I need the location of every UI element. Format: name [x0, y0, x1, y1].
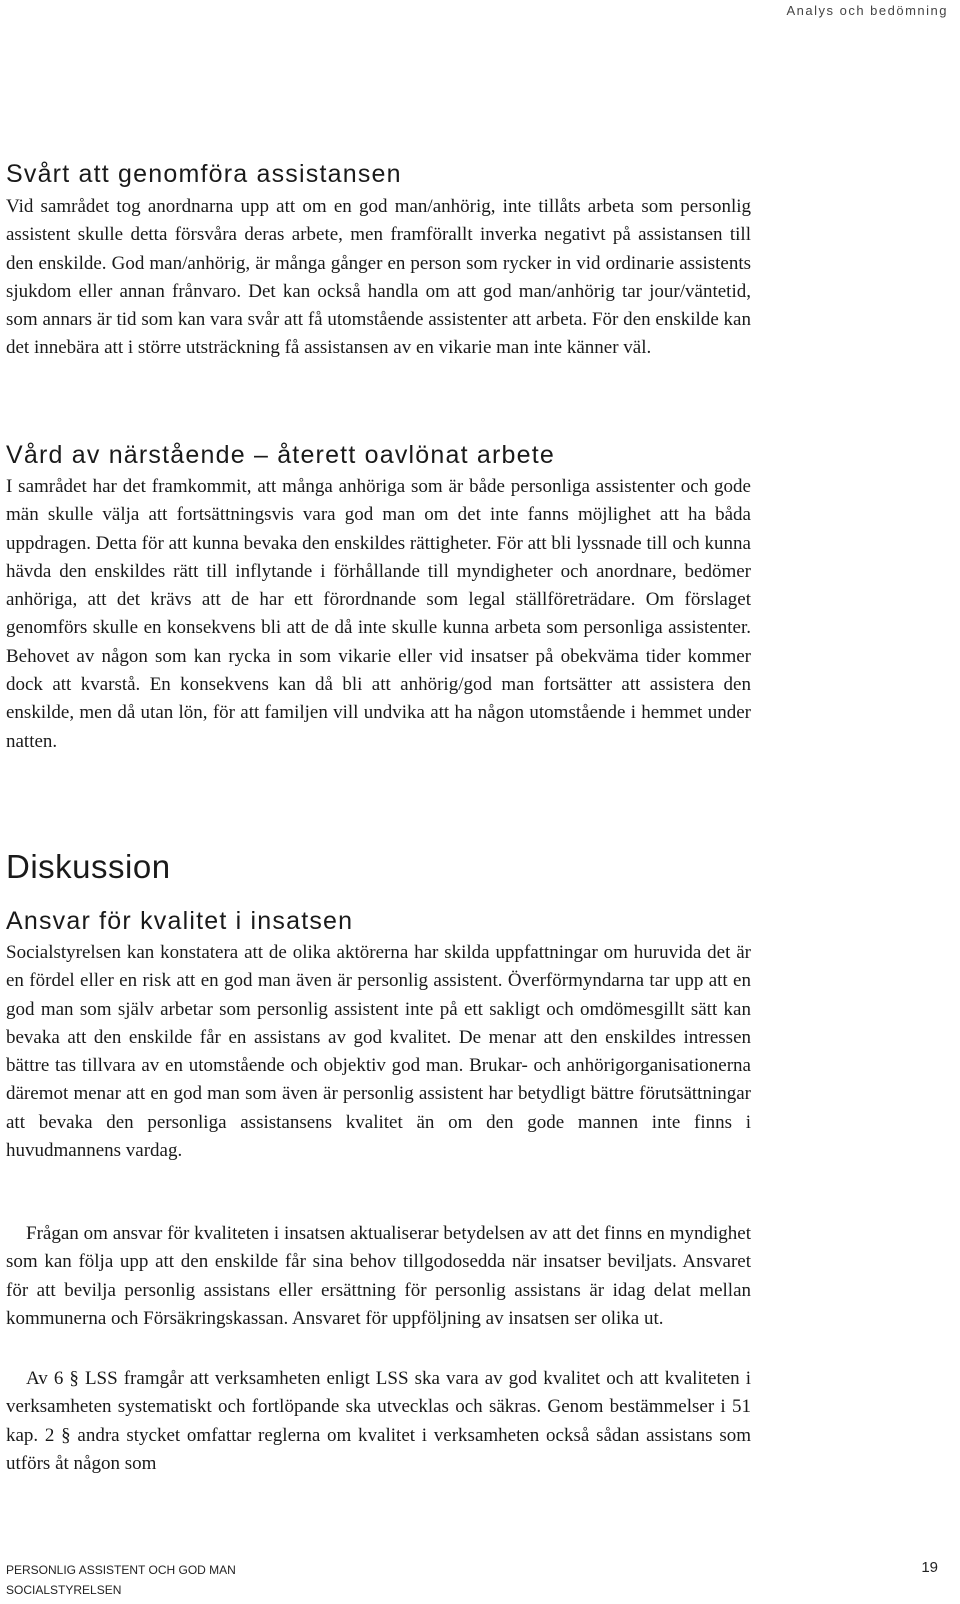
section-heading-assistance: Svårt att genomföra assistansen	[6, 160, 402, 188]
paragraph-assistance: Vid samrådet tog anordnarna upp att om en god man/anhörig, inte tillåts arbeta som personlig assistent skulle detta försvåra deras arbete, men framförallt inverka negativt på assistansen till den enskilde. God man/anhörig, är många gånger en person som rycker in vid ordinarie assistents sjukdom eller annan frånvaro. Det kan också handla om att god man/anhörig tar jour/väntetid, som annars är tid som kan vara svår att få utomstående assistenter att arbeta. För den enskilde kan det innebära att i större utsträckning få assistansen av en vikarie man inte känner väl.	[6, 196, 751, 359]
paragraph-quality-3: Av 6 § LSS framgår att verksamheten enligt LSS ska vara av god kvalitet och att kvaliteten i verksamheten systematiskt och fortlöpande ska utvecklas och säkras. Genom bestämmelser i 51 kap. 2 § andra stycket omfattar reglerna om kvalitet i verksamheten också sådan assistans som utförs åt någon som	[6, 1368, 751, 1474]
paragraph-quality-1: Socialstyrelsen kan konstatera att de olika aktörerna har skilda uppfattningar om huruvida det är en fördel eller en risk att en god man även är personlig assistent. Överförmyndarna tar upp att en god man som själv arbetar som personlig assistent inte på ett sakligt och omdömesgillt sätt kan bevaka att den enskilde får en assistans av god kvalitet. De menar att den enskildes intressen bättre tas tillvara av en utomstående och objektiv god man. Brukar- och anhörigorganisationerna däremot menar att en god man som även är personlig assistent har betydligt bättre förutsättningar att bevaka den personliga assistansens kvalitet än om den gode mannen inte finns i huvudmannens vardag.	[6, 942, 751, 1162]
footer-publication	[6, 1560, 236, 1600]
paragraph-relative-care: I samrådet har det framkommit, att många anhöriga som är både personliga assistenter och gode män skulle välja att fortsättningsvis vara god man om det inte fanns möjlighet att ha båda uppdragen. Detta för att kunna bevaka den enskildes rättigheter. För att bli lyssnade till och kunna hävda den enskildes rätt till inflytande i förhållande till myndigheter och anordnare, bedömer anhöriga, att det krävs att de har ett förordnande som legal ställföreträdare. Om förslaget genomförs skulle en konsekvens bli att de då inte skulle kunna arbeta som personliga assistenter. Behovet av någon som kan rycka in som vikarie eller vid insatser på obekväma tider kommer dock att kvarstå. En konsekvens kan då bli att anhörig/god man fortsätter att assistera den enskilde, men då utan lön, för att familjen vill undvika att ha någon utomstående i hemmet under natten.	[6, 476, 751, 752]
paragraph-quality-2: Frågan om ansvar för kvaliteten i insatsen aktualiserar betydelsen av att det finns en myndighet som kan följa upp att den enskilde får sina behov tillgodosedda när insatser beviljats. Ansvaret för att bevilja personlig assistans eller ersättning för personlig assistans är idag delat mellan kommunerna och Försäkringskassan. Ansvaret för uppföljning av insatsen ser olika ut.	[6, 1223, 751, 1329]
section-heading-relative-care: Vård av närstående – återett oavlönat arbete	[6, 441, 555, 469]
page-number: 19	[921, 1559, 938, 1576]
chapter-title-discussion: Diskussion	[6, 848, 171, 885]
footer-title: PERSONLIG ASSISTENT OCH GOD MAN	[6, 1563, 236, 1577]
footer-publisher: SOCIALSTYRELSEN	[6, 1583, 122, 1597]
running-header: Analys och bedömning	[786, 3, 948, 18]
section-heading-quality: Ansvar för kvalitet i insatsen	[6, 907, 354, 935]
